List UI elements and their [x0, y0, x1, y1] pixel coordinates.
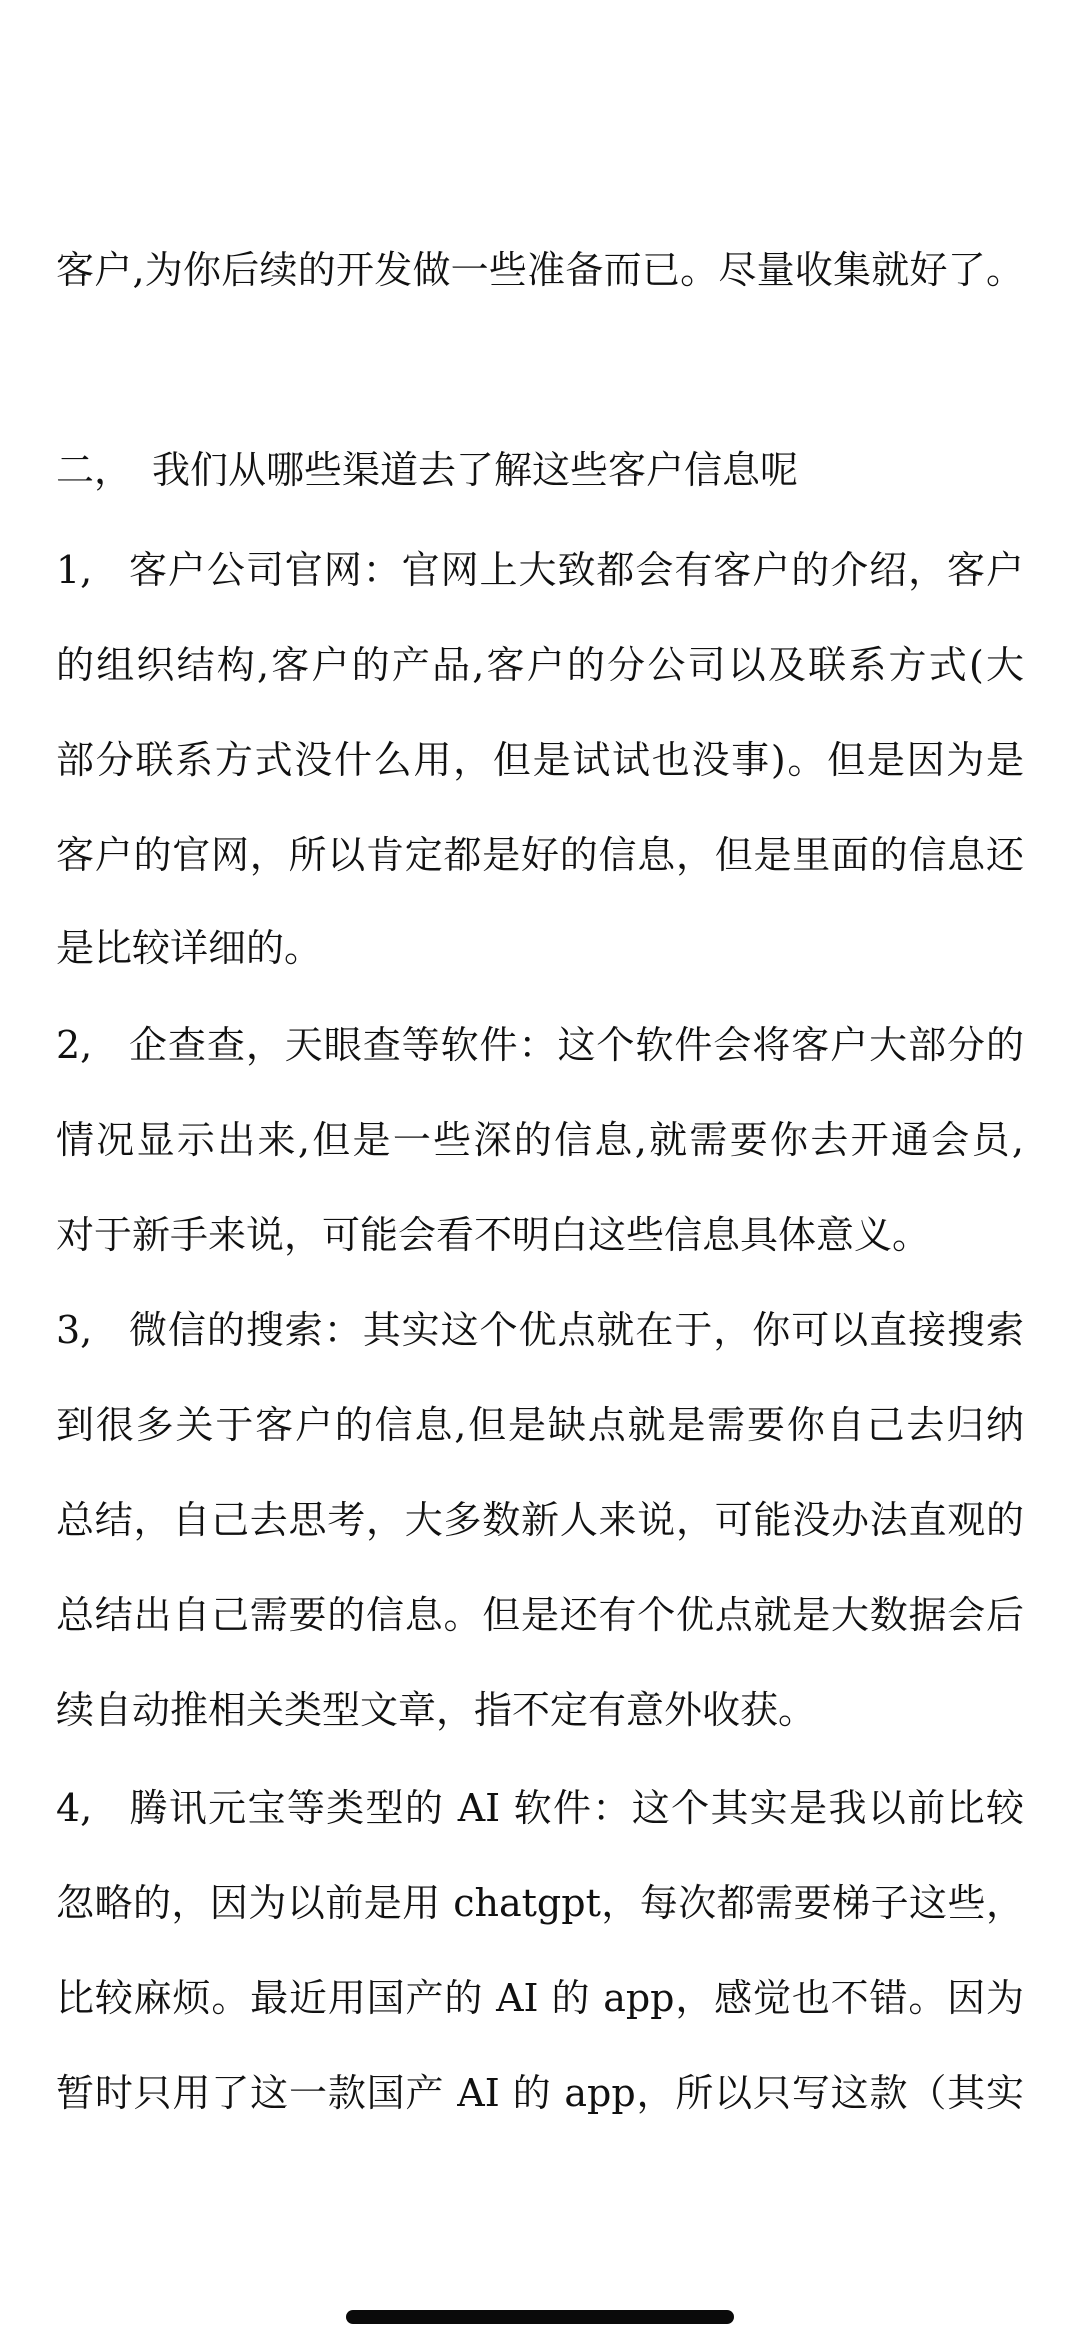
list-item-4-line-1	[56, 1778, 1024, 1838]
list-item-1-text-1: 客户公司官网：官网上大致都会有客户的介绍，客户	[128, 548, 1024, 592]
list-item-4-number: 4,	[56, 1786, 93, 1830]
list-item-2-line-1	[56, 1015, 1024, 1075]
list-item-4-line-2: 忽略的，因为以前是用 chatgpt，每次都需要梯子这些，	[56, 1881, 1024, 1925]
paragraph-intro-line: 客户,为你后续的开发做一些准备而已。尽量收集就好了。	[56, 248, 1024, 292]
section-heading-text: 我们从哪些渠道去了解这些客户信息呢	[152, 448, 799, 492]
list-item-1-line-4: 客户的官网，所以肯定都是好的信息，但是里面的信息还	[56, 833, 1024, 877]
list-item-1-line-5: 是比较详细的。	[56, 926, 323, 970]
list-item-2-line-2: 情况显示出来,但是一些深的信息,就需要你去开通会员,	[56, 1118, 1024, 1162]
list-item-1-line-3: 部分联系方式没什么用，但是试试也没事)。但是因为是	[56, 738, 1024, 782]
list-item-2-number: 2,	[56, 1023, 93, 1067]
home-indicator[interactable]	[346, 2310, 734, 2324]
list-item-2-text-1: 企查查，天眼查等软件：这个软件会将客户大部分的	[128, 1023, 1024, 1067]
list-item-3-line-1	[56, 1300, 1024, 1360]
list-item-2-line-3: 对于新手来说，可能会看不明白这些信息具体意义。	[56, 1213, 931, 1257]
section-heading	[56, 440, 1024, 500]
list-item-1-number: 1,	[56, 548, 93, 592]
list-item-3-line-4: 总结出自己需要的信息。但是还有个优点就是大数据会后	[56, 1593, 1024, 1637]
list-item-1-line-1	[56, 540, 1024, 600]
list-item-3-text-1: 微信的搜索：其实这个优点就在于，你可以直接搜索	[128, 1308, 1024, 1352]
list-item-4-line-3: 比较麻烦。最近用国产的 AI 的 app，感觉也不错。因为	[56, 1976, 1024, 2020]
list-item-3-number: 3,	[56, 1308, 93, 1352]
section-heading-number: 二，	[56, 448, 133, 492]
list-item-3-line-2: 到很多关于客户的信息,但是缺点就是需要你自己去归纳	[56, 1403, 1024, 1447]
list-item-3-line-3: 总结，自己去思考，大多数新人来说，可能没办法直观的	[56, 1498, 1024, 1542]
list-item-1-line-2: 的组织结构,客户的产品,客户的分公司以及联系方式(大	[56, 643, 1024, 687]
list-item-3-line-5: 续自动推相关类型文章，指不定有意外收获。	[56, 1688, 817, 1732]
list-item-4-text-1: 腾讯元宝等类型的 AI 软件：这个其实是我以前比较	[128, 1786, 1024, 1830]
list-item-4-line-4: 暂时只用了这一款国产 AI 的 app，所以只写这款（其实	[56, 2071, 1024, 2115]
